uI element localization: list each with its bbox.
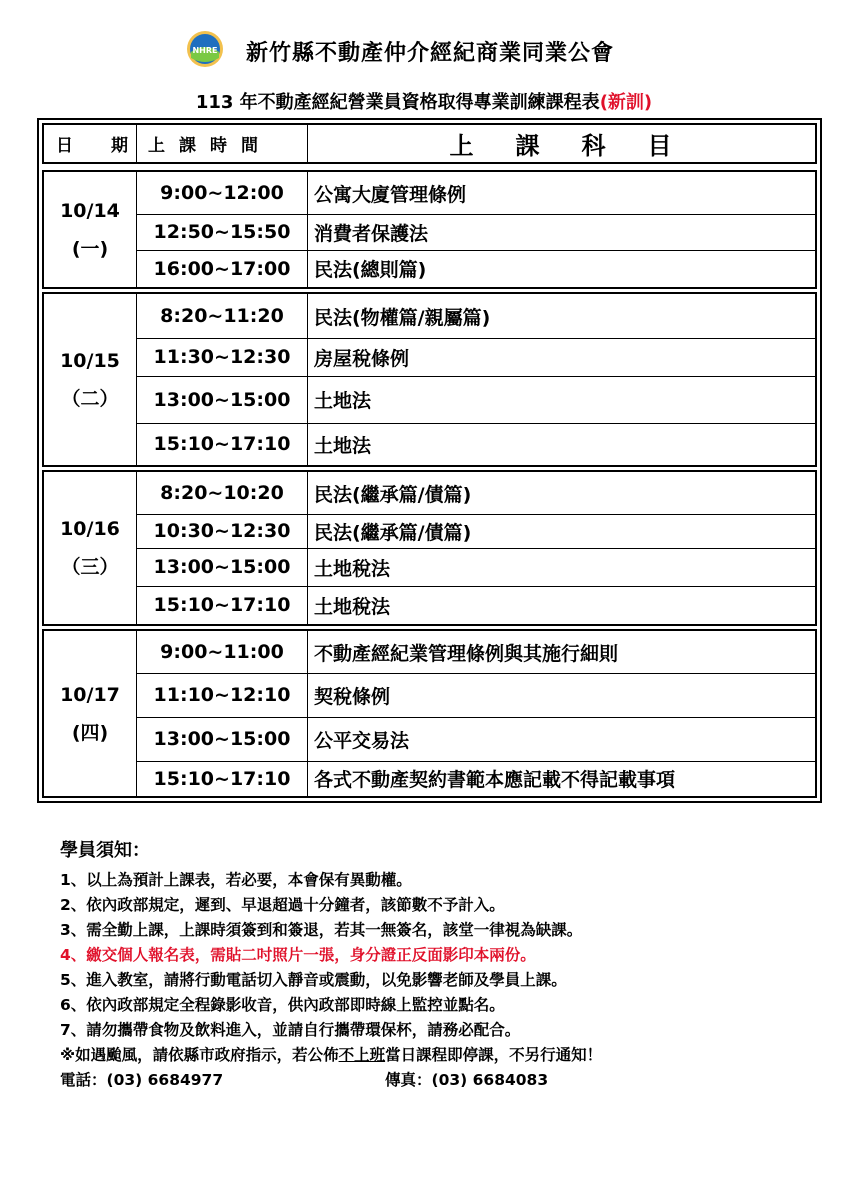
time-cell: 8:20~10:20: [137, 472, 308, 514]
table-row: [137, 631, 815, 674]
fax-number: 傳真：(03) 6684083: [385, 1071, 549, 1089]
subject-cell: 民法(物權篇/親屬篇): [314, 306, 491, 329]
subject-cell: 房屋稅條例: [314, 347, 410, 370]
notes-title: 學員須知：: [60, 840, 150, 861]
header-time: 上課時間: [137, 125, 308, 162]
subject-cell: 不動產經紀業管理條例與其施行細則: [314, 642, 619, 665]
time-cell: 8:20~11:20: [137, 294, 308, 338]
table-row: [137, 250, 815, 287]
subject-cell: 土地稅法: [314, 595, 391, 618]
time-cell: 16:00~17:00: [137, 250, 308, 287]
note-item: 6、依內政部規定全程錄影收音，供內政部即時線上監控並點名。: [60, 996, 505, 1014]
association-logo-icon: [186, 30, 224, 68]
course-title: [0, 88, 848, 114]
subject-cell: 民法(總則篇): [314, 259, 427, 281]
table-header: [42, 123, 817, 164]
table-row: [137, 514, 815, 549]
date: 10/15: [60, 349, 120, 372]
time-cell: 13:00~15:00: [137, 717, 308, 761]
subject-cell: 土地法: [314, 434, 372, 457]
course-title-text: 113 年不動產經紀營業員資格取得專業訓練課程表: [195, 92, 600, 113]
course-tag: (新訓): [599, 92, 653, 113]
subject-cell: 契稅條例: [314, 685, 391, 708]
day-block: [42, 292, 817, 467]
subject-cell: 公平交易法: [314, 729, 410, 752]
time-cell: 11:10~12:10: [137, 673, 308, 717]
time-cell: 10:30~12:30: [137, 514, 308, 548]
table-row: [137, 338, 815, 377]
time-cell: 11:30~12:30: [137, 338, 308, 376]
subject-cell: 消費者保護法: [314, 222, 429, 245]
date-cell: [44, 294, 137, 465]
table-row: [137, 172, 815, 215]
phone-number: 電話：(03) 6684977: [60, 1071, 224, 1089]
time-cell: 13:00~15:00: [137, 376, 308, 423]
subject-cell: 公寓大廈管理條例: [314, 183, 467, 206]
time-cell: 15:10~17:10: [137, 761, 308, 796]
note-item: 1、以上為預計上課表，若必要，本會保有異動權。: [60, 871, 412, 889]
date: 10/14: [60, 199, 120, 222]
student-notes: [60, 836, 820, 1093]
header-date-b: 期: [111, 136, 128, 156]
note-item: 7、請勿攜帶食物及飲料進入，並請自行攜帶環保杯，請務必配合。: [60, 1021, 521, 1039]
header-date: [44, 125, 137, 162]
header-subject: 上課科目: [449, 132, 714, 160]
subject-cell: 各式不動產契約書範本應記載不得記載事項: [314, 769, 676, 791]
typhoon-note: [60, 1043, 820, 1068]
time-cell: 15:10~17:10: [137, 586, 308, 624]
table-row: [137, 586, 815, 624]
weekday: (四): [71, 721, 109, 744]
table-row: [137, 761, 815, 796]
table-row: [137, 214, 815, 251]
table-row: [137, 472, 815, 515]
note-item-highlighted: 4、繳交個人報名表，需貼二吋照片一張，身分證正反面影印本兩份。: [60, 946, 536, 964]
table-row: [137, 673, 815, 718]
note-item: 3、需全勤上課，上課時須簽到和簽退，若其一無簽名，該堂一律視為缺課。: [60, 921, 583, 939]
time-cell: 12:50~15:50: [137, 214, 308, 250]
time-cell: 9:00~11:00: [137, 631, 308, 673]
table-row: [137, 376, 815, 424]
date-cell: [44, 472, 137, 624]
typhoon-text-b: 當日課程即停課，不另行通知！: [385, 1046, 603, 1064]
note-item: 2、依內政部規定，遲到、早退超過十分鐘者，該節數不予計入。: [60, 896, 505, 914]
logo-text: NHRE: [192, 46, 218, 55]
day-block: [42, 629, 817, 798]
typhoon-text-underlined: 不上班: [338, 1046, 386, 1064]
date: 10/16: [60, 518, 120, 540]
date-cell: [44, 631, 137, 796]
weekday: （二）: [61, 387, 119, 410]
typhoon-text-a: ※如遇颱風，請依縣市政府指示，若公佈: [60, 1046, 339, 1064]
table-row: [137, 423, 815, 465]
weekday: （三）: [61, 556, 119, 578]
org-name: 新竹縣不動產仲介經紀商業同業公會: [246, 41, 615, 66]
table-row: [137, 717, 815, 762]
subject-cell: 土地法: [314, 390, 372, 412]
weekday: (一): [71, 237, 109, 260]
date: 10/17: [60, 683, 120, 706]
subject-cell: 民法(繼承篇/債篇): [314, 521, 472, 544]
time-cell: 15:10~17:10: [137, 423, 308, 465]
subject-cell: 民法(繼承篇/債篇): [314, 483, 472, 506]
subject-cell: 土地稅法: [314, 557, 391, 580]
note-item: 5、進入教室，請將行動電話切入靜音或震動，以免影響老師及學員上課。: [60, 971, 567, 989]
time-cell: 13:00~15:00: [137, 548, 308, 586]
header: [0, 30, 848, 80]
contact-line: [60, 1068, 820, 1093]
header-date-a: 日: [56, 136, 73, 156]
time-cell: 9:00~12:00: [137, 172, 308, 214]
date-cell: [44, 172, 137, 287]
day-block: [42, 470, 817, 626]
table-row: [137, 548, 815, 587]
table-row: [137, 294, 815, 339]
day-block: [42, 170, 817, 289]
